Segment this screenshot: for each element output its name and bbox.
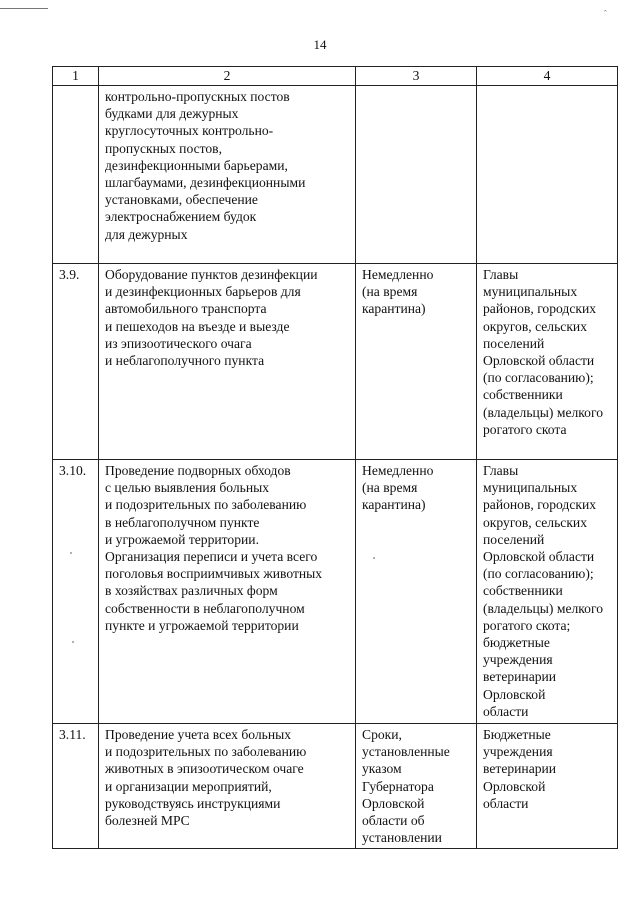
header-col-responsible: 4: [477, 67, 618, 86]
scan-edge-mark: [0, 8, 48, 9]
row-responsible: Главы муниципальных районов, городских округов, сельских поселений Орловской области (по согласованию); собственники (владельцы) мелкого рогатого скота: [477, 264, 618, 460]
row-responsible: Главы муниципальных районов, городских округов, сельских поселений Орловской области (по согласованию); собственники (владельцы) мелкого рогатого скота; бюджетные учреждения ветеринарии Орловской области: [477, 460, 618, 724]
row-action: Проведение подворных обходов с целью выявления больных и подозрительных по заболеванию в неблагополучном пункте и угрожаемой территории. Организация переписи и учета всего поголовья восприимчивых животных в хозяйствах различных форм собственности в неблагополучном пункте и угрожаемой территории: [99, 460, 356, 724]
table-row: [53, 264, 618, 460]
row-term: Немедленно (на время карантина): [356, 264, 477, 460]
table-header-row: [53, 67, 618, 86]
table-row: [53, 724, 618, 849]
row-number: 3.11.: [53, 724, 99, 849]
row-action: Проведение учета всех больных и подозрительных по заболеванию животных в эпизоотическом очаге и организации мероприятий, руководствуясь инструкциями болезней МРС: [99, 724, 356, 849]
header-col-number: 1: [53, 67, 99, 86]
row-action: Оборудование пунктов дезинфекции и дезинфекционных барьеров для автомобильного транспорта и пешеходов на въезде и выезде из эпизоотического очага и неблагополучного пункта: [99, 264, 356, 460]
scan-speck: [373, 557, 375, 559]
page-number: 14: [313, 37, 327, 52]
row-action: контрольно-пропускных постов будками для дежурных круглосуточных контрольно- пропускных постов, дезинфекционными барьерами, шлагбаумами, дезинфекционными установками, обеспечение электроснабжением будок для дежурных: [99, 86, 356, 264]
row-term: Немедленно (на время карантина): [356, 460, 477, 724]
header-col-action: 2: [99, 67, 356, 86]
row-number: 3.9.: [53, 264, 99, 460]
row-term: Сроки, установленные указом Губернатора Орловской области об установлении: [356, 724, 477, 849]
scan-corner-dot: ˆ: [604, 9, 607, 18]
row-number: 3.10.: [53, 460, 99, 724]
scan-speck: [70, 552, 72, 554]
header-col-term: 3: [356, 67, 477, 86]
table-row: [53, 86, 618, 264]
table-row: [53, 460, 618, 724]
row-number: [53, 86, 99, 264]
row-term: [356, 86, 477, 264]
row-responsible: [477, 86, 618, 264]
row-responsible: Бюджетные учреждения ветеринарии Орловской области: [477, 724, 618, 849]
scan-speck: [72, 641, 74, 643]
measures-table: [52, 66, 618, 849]
